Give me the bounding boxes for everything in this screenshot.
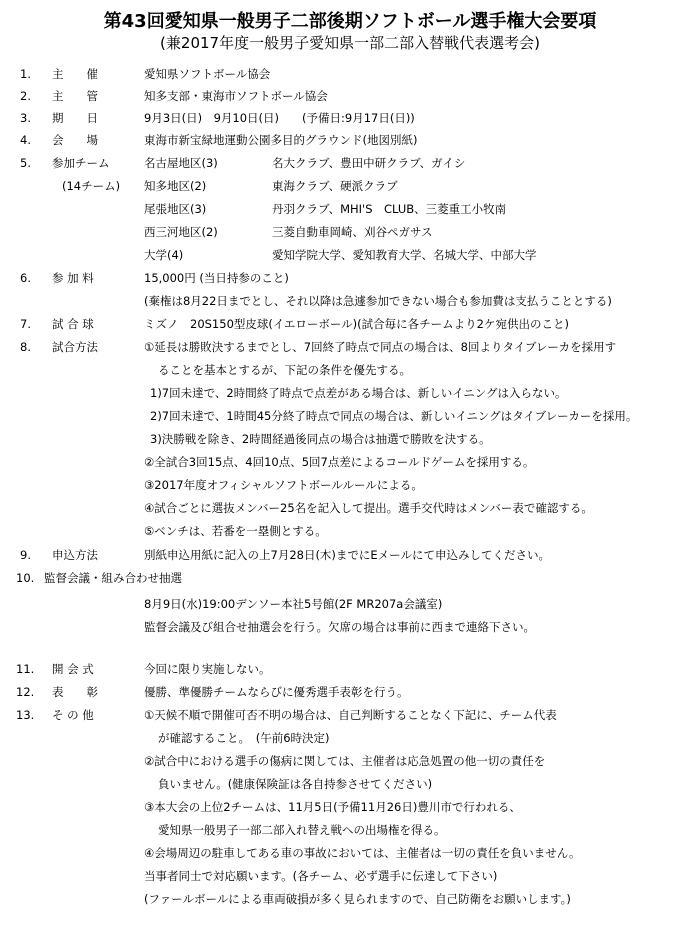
item-label-teams: 参加チーム xyxy=(52,156,110,170)
other-line: 負いません。(健康保険証は各自持参させてください) xyxy=(158,777,433,791)
item-number: 5. xyxy=(20,156,31,170)
team-area: 西三河地区(2) xyxy=(144,225,218,239)
rule-line: 2)7回未達で、1時間45分終了時点で同点の場合は、新しいイニングはタイブレーカーを採用。 xyxy=(150,409,638,423)
item-label-other: そ の 他 xyxy=(52,708,94,722)
item-number: 13. xyxy=(16,708,35,722)
other-line: ②試合中における選手の傷病に関しては、主催者は応急処置の他一切の責任を xyxy=(144,754,546,768)
item-value-meeting-time: 8月9日(水)19:00デンソー本社5号館(2F MR207a会議室) xyxy=(144,597,443,611)
item-number: 1. xyxy=(20,67,31,81)
item-number: 8. xyxy=(20,340,31,354)
team-area: 大学(4) xyxy=(144,248,184,262)
team-area: 知多地区(2) xyxy=(144,179,207,193)
item-value-meeting-note: 監督会議及び組合せ抽選会を行う。欠席の場合は事前に西まで連絡下さい。 xyxy=(144,620,535,634)
item-label-dates: 期 日 xyxy=(52,111,98,125)
item-label-fee: 参 加 料 xyxy=(52,271,94,285)
other-line: ③本大会の上位2チームは、11月5日(予備11月26日)豊川市で行われる、 xyxy=(144,800,521,814)
item-value-ball: ミズノ 20S150型皮球(イエローボール)(試合毎に各チームより2ケ宛供出のこと) xyxy=(144,317,569,331)
item-value-management: 知多支部・東海市ソフトボール協会 xyxy=(144,89,328,103)
item-label-team-count: (14チーム) xyxy=(62,179,121,193)
item-label-awards: 表 彰 xyxy=(52,685,98,699)
team-names: 丹羽クラブ、MHI'S CLUB、三菱重工小牧南 xyxy=(272,202,507,216)
item-number: 11. xyxy=(16,662,35,676)
item-number: 3. xyxy=(20,111,31,125)
item-value-opening: 今回に限り実施しない。 xyxy=(144,662,271,676)
item-label-venue: 会 場 xyxy=(52,133,98,147)
team-area: 尾張地区(3) xyxy=(144,202,207,216)
item-number: 7. xyxy=(20,317,31,331)
item-number: 12. xyxy=(16,685,35,699)
team-names: 東海クラブ、硬派クラブ xyxy=(272,179,398,193)
rule-line: 3)決勝戦を除き、2時間経過後同点の場合は抽選で勝敗を決する。 xyxy=(150,432,491,446)
item-value-organizer: 愛知県ソフトボール協会 xyxy=(144,67,271,81)
item-label-ball: 試 合 球 xyxy=(52,317,94,331)
item-number: 9. xyxy=(20,548,31,562)
team-names: 名大クラブ、豊田中研クラブ、ガイシ xyxy=(272,156,466,170)
rule-line: ④試合ごとに選抜メンバー25名を記入して提出。選手交代時はメンバー表で確認する。 xyxy=(144,501,593,515)
document-title: 第43回愛知県一般男子二部後期ソフトボール選手権大会要項 xyxy=(103,11,597,32)
item-value-fee: 15,000円 (当日持参のこと) xyxy=(144,271,289,285)
item-label-management: 主 管 xyxy=(52,89,98,103)
rule-line: ①延長は勝敗決するまでとし、7回終了時点で同点の場合は、8回よりタイブレーカを採用す xyxy=(144,340,617,354)
other-line: 愛知県一般男子一部二部入れ替え戦への出場権を得る。 xyxy=(158,823,446,837)
item-value-application: 別紙申込用紙に記入の上7月28日(木)までにEメールにて申込みしてください。 xyxy=(144,548,550,562)
item-label-application: 申込方法 xyxy=(52,548,98,562)
team-area: 名古屋地区(3) xyxy=(144,156,218,170)
document-subtitle: (兼2017年度一般男子愛知県一部二部入替戦代表選考会) xyxy=(160,34,540,52)
rule-line: ることを基本とするが、下記の条件を優先する。 xyxy=(158,363,411,377)
item-value-awards: 優勝、準優勝チームならびに優秀選手表彰を行う。 xyxy=(144,685,409,699)
other-line: ①天候不順で開催可否不明の場合は、自己判断することなく下記に、チーム代表 xyxy=(144,708,557,722)
team-names: 愛知学院大学、愛知教育大学、名城大学、中部大学 xyxy=(272,248,537,262)
item-number: 2. xyxy=(20,89,31,103)
item-label-managers-meeting: 監督会議・組み合わせ抽選 xyxy=(44,571,182,585)
rule-line: ⑤ベンチは、若番を一塁側とする。 xyxy=(144,524,327,538)
item-value-venue: 東海市新宝緑地運動公園多目的グラウンド(地図別紙) xyxy=(144,133,418,147)
item-number: 10. xyxy=(16,571,35,585)
rule-line: ②全試合3回15点、4回10点、5回7点差によるコールドゲームを採用する。 xyxy=(144,455,535,469)
item-number: 6. xyxy=(20,271,31,285)
item-label-opening: 開 会 式 xyxy=(52,662,94,676)
other-line: ④会場周辺の駐車してある車の事故においては、主催者は一切の責任を負いません。 xyxy=(144,846,581,860)
item-value-dates: 9月3日(日) 9月10日(日) (予備日:9月17日(日)) xyxy=(144,111,415,125)
item-number: 4. xyxy=(20,133,31,147)
other-line: 当事者同士で対応願います。(各チーム、必ず選手に伝達して下さい) xyxy=(144,869,498,883)
other-line: が確認すること。 (午前6時決定) xyxy=(158,731,330,745)
other-line: (ファールボールによる車両破損が多く見られますので、自己防衛をお願いします。) xyxy=(144,892,571,906)
team-names: 三菱自動車岡崎、刈谷ペガサス xyxy=(272,225,433,239)
rule-line: 1)7回未達で、2時間終了時点で点差がある場合は、新しいイニングは入らない。 xyxy=(150,386,567,400)
item-label-game-rules: 試合方法 xyxy=(52,340,98,354)
item-value-fee-note: (棄権は8月22日までとし、それ以降は急遽参加できない場合も参加費は支払うこととする) xyxy=(144,294,612,308)
rule-line: ③2017年度オフィシャルソフトボールルールによる。 xyxy=(144,478,423,492)
item-label-organizer: 主 催 xyxy=(52,67,98,81)
